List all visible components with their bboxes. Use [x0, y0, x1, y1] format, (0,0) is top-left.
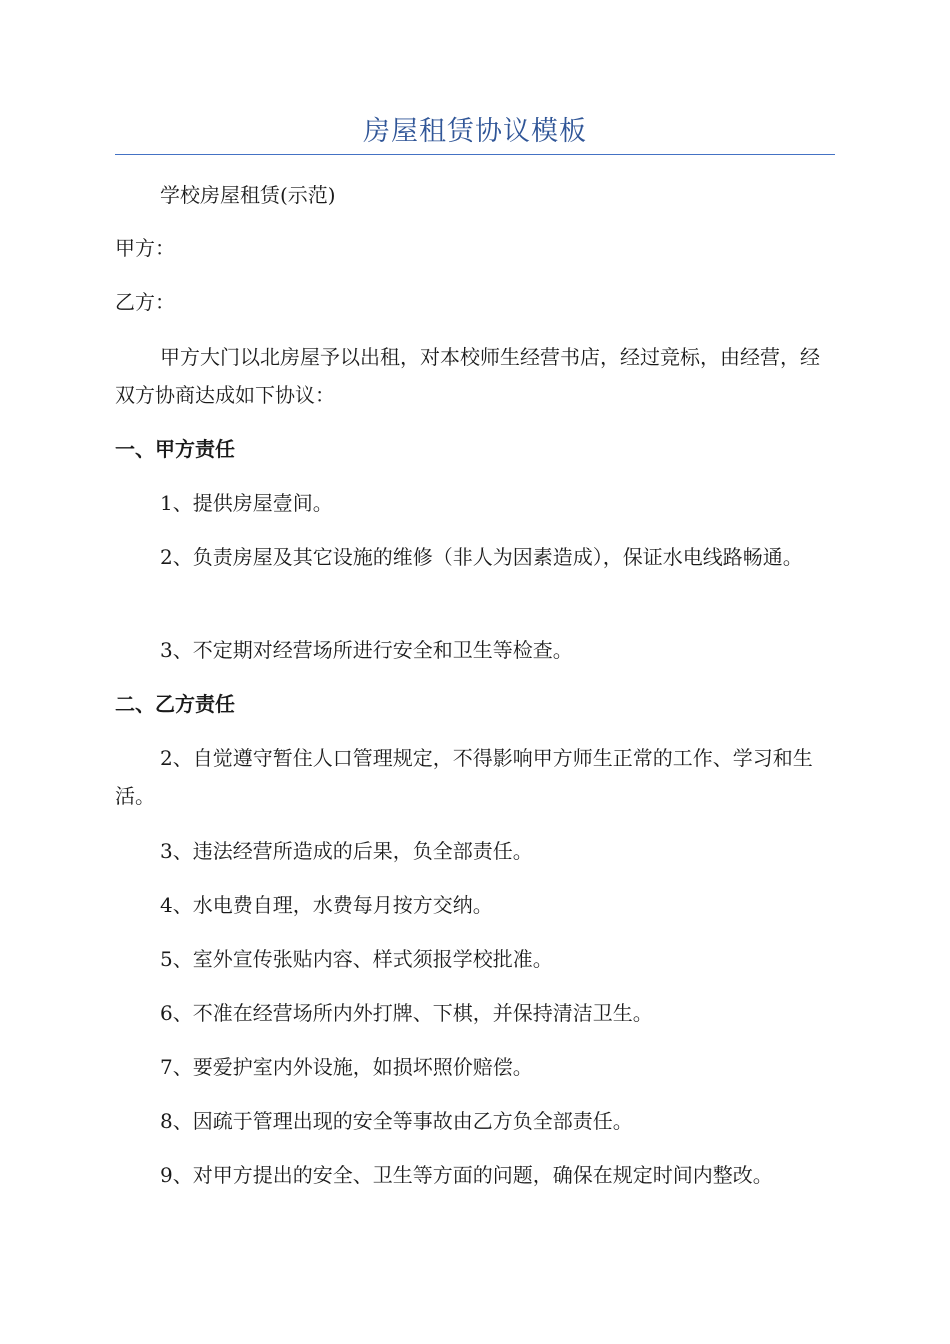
list-item: 9、对甲方提出的安全、卫生等方面的问题，确保在规定时间内整改。: [160, 1163, 773, 1187]
section-heading-party-a: 一、甲方责任: [115, 437, 235, 461]
list-item: 2、负责房屋及其它设施的维修（非人为因素造成），保证水电线路畅通。: [160, 545, 803, 569]
list-item: 4、水电费自理，水费每月按方交纳。: [160, 893, 493, 917]
title-underline: [115, 154, 835, 155]
list-item: 2、自觉遵守暂住人口管理规定，不得影响甲方师生正常的工作、学习和生活。: [115, 746, 813, 808]
list-item: 1、提供房屋壹间。: [160, 491, 333, 515]
list-item: 7、要爱护室内外设施，如损坏照价赔偿。: [160, 1055, 533, 1079]
subtitle: 学校房屋租赁(示范): [160, 183, 336, 207]
list-item: 6、不准在经营场所内外打牌、下棋，并保持清洁卫生。: [160, 1001, 653, 1025]
document-title: 房屋租赁协议模板: [363, 116, 587, 147]
party-b-label: 乙方：: [115, 290, 175, 314]
list-item: 3、违法经营所造成的后果，负全部责任。: [160, 839, 533, 863]
list-item: 8、因疏于管理出现的安全等事故由乙方负全部责任。: [160, 1109, 633, 1133]
list-item: 3、不定期对经营场所进行安全和卫生等检查。: [160, 638, 573, 662]
party-a-label: 甲方：: [115, 236, 175, 260]
section-heading-party-b: 二、乙方责任: [115, 692, 235, 716]
list-item: 5、室外宣传张贴内容、样式须报学校批准。: [160, 947, 553, 971]
intro-paragraph: 甲方大门以北房屋予以出租，对本校师生经营书店，经过竞标，由经营，经双方协商达成如下协议：: [115, 345, 820, 407]
